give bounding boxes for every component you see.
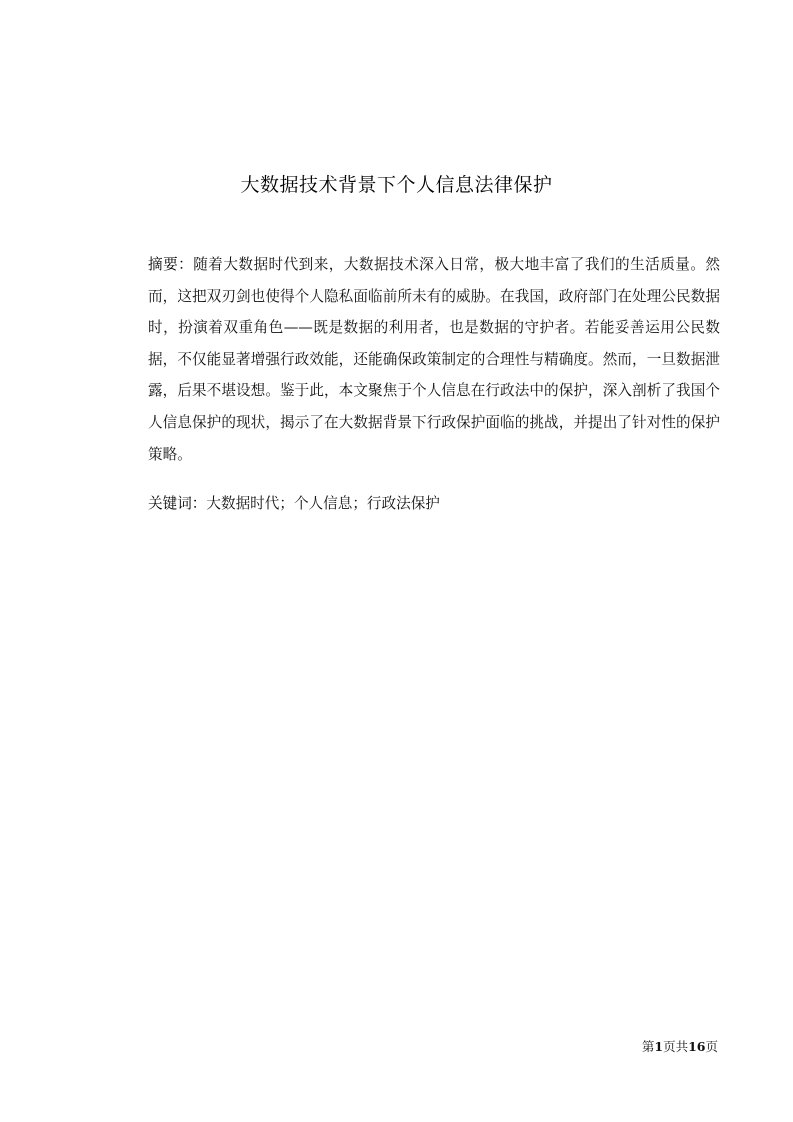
page-footer [642,1037,718,1055]
abstract-paragraph [148,249,720,470]
abstract-label: 摘要： [148,256,194,273]
abstract-text: 随着大数据时代到来，大数据技术深入日常，极大地丰富了我们的生活质量。然而，这把双刃剑也使得个人隐私面临前所未有的威胁。在我国，政府部门在处理公民数据时，扮演着双重角色——既是数据的利用者，也是数据的守护者。若能妥善运用公民数据，不仅能显著增强行政效能，还能确保政策制定的合理性与精确度。然而，一旦数据泄露，后果不堪设想。鉴于此，本文聚焦于个人信息在行政法中的保护，深入剖析了我国个人信息保护的现状，揭示了在大数据背景下行政保护面临的挑战，并提出了针对性的保护策略。 [148,256,720,463]
footer-current-page: 1 [654,1039,664,1054]
document-title: 大数据技术背景下个人信息法律保护 [240,174,553,196]
keywords-line [148,493,720,515]
footer-suffix: 页 [705,1039,718,1054]
keywords-text: 大数据时代；个人信息；行政法保护 [206,495,440,512]
footer-prefix: 第 [641,1039,655,1054]
footer-middle: 页共 [663,1039,689,1054]
keywords-label: 关键词： [148,495,207,512]
footer-total-pages: 16 [688,1039,706,1054]
